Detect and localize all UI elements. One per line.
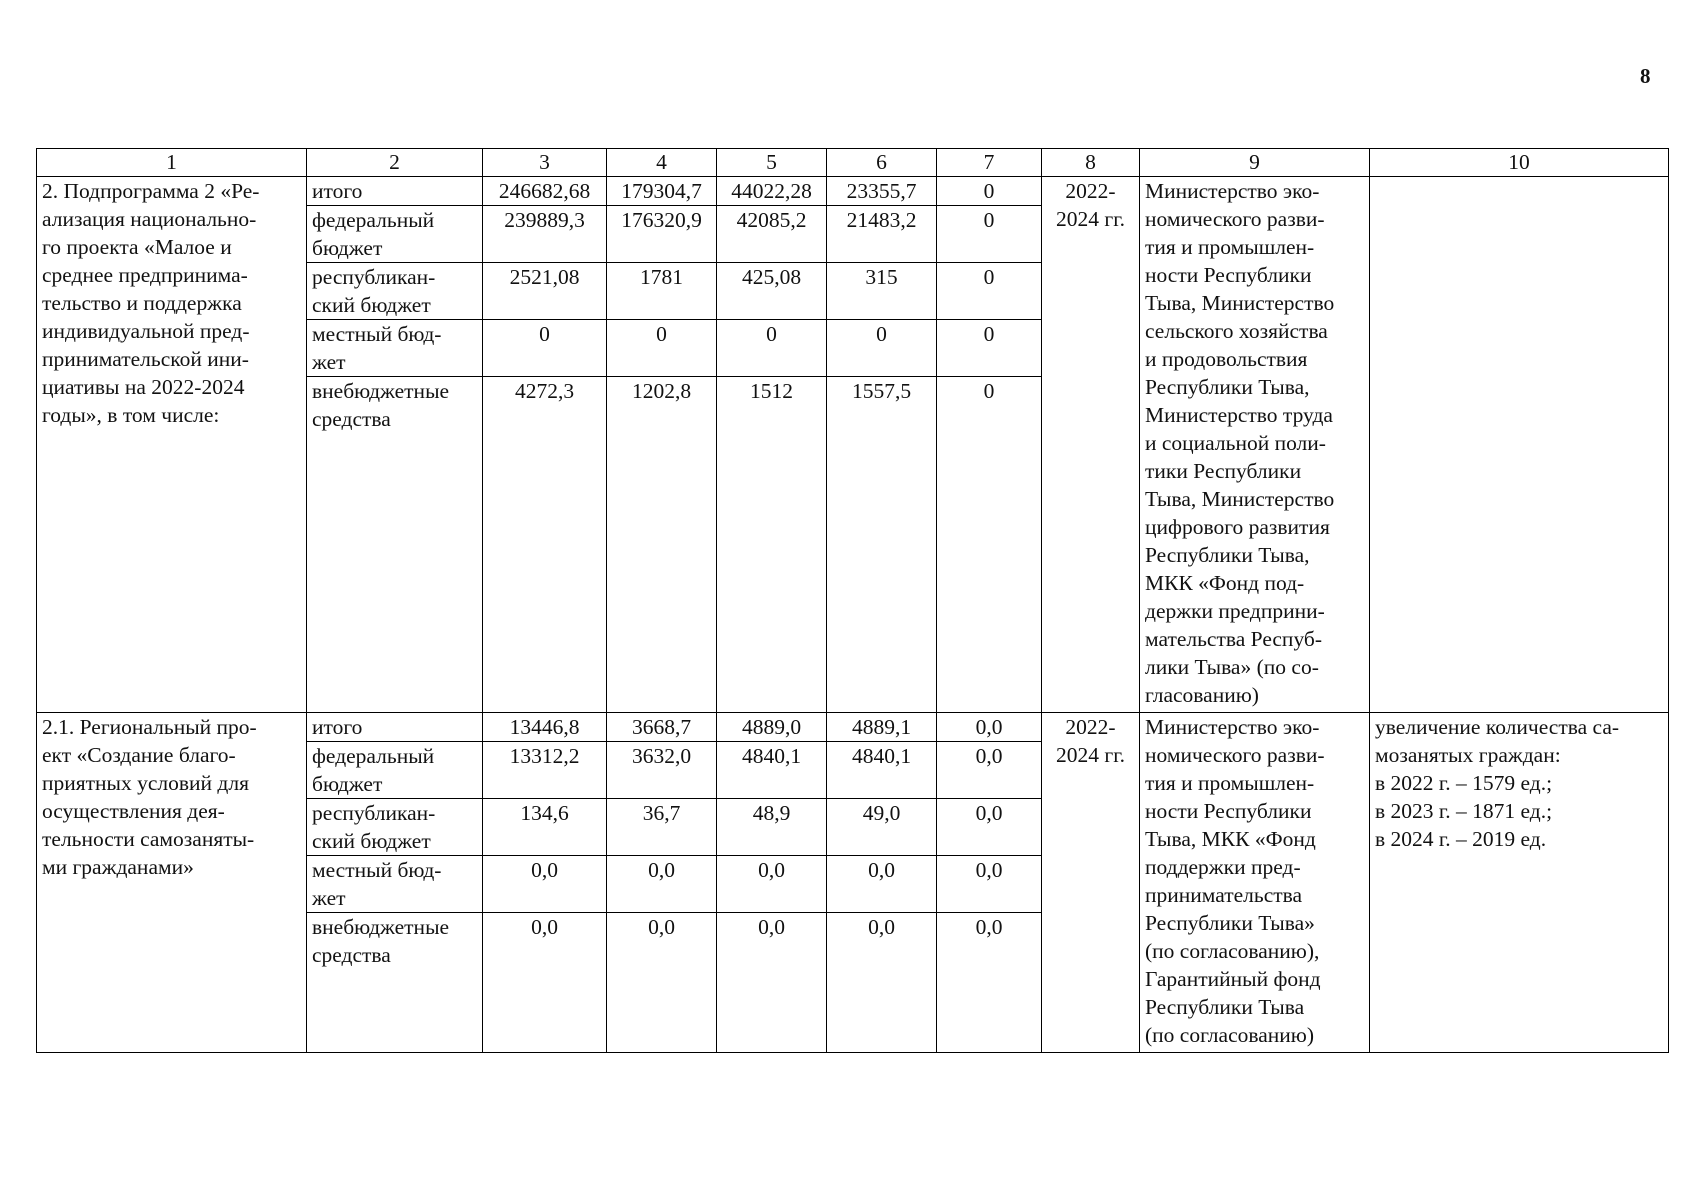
column-7-cell: 0,0 — [937, 913, 1042, 1053]
funding-source-cell: федеральный бюджет — [307, 206, 483, 263]
year-2022-cell: 179304,7 — [607, 177, 717, 206]
funding-source-cell: итого — [307, 177, 483, 206]
year-2023-cell: 0,0 — [717, 913, 827, 1053]
total-cell: 2521,08 — [483, 263, 607, 320]
year-2024-cell: 315 — [827, 263, 937, 320]
total-cell: 13312,2 — [483, 742, 607, 799]
year-2022-cell: 3668,7 — [607, 713, 717, 742]
term-cell: 2022- 2024 гг. — [1042, 177, 1140, 713]
year-2023-cell: 44022,28 — [717, 177, 827, 206]
year-2023-cell: 4840,1 — [717, 742, 827, 799]
total-cell: 0,0 — [483, 856, 607, 913]
year-2024-cell: 4889,1 — [827, 713, 937, 742]
column-header: 3 — [483, 149, 607, 177]
year-2024-cell: 4840,1 — [827, 742, 937, 799]
year-2022-cell: 1781 — [607, 263, 717, 320]
funding-source-cell: внебюджетные средства — [307, 913, 483, 1053]
year-2024-cell: 1557,5 — [827, 377, 937, 713]
funding-source-cell: республикан- ский бюджет — [307, 799, 483, 856]
table-row — [37, 177, 1669, 206]
executors-cell: Министерство эко- номического разви- тия и промышлен- ности Республики Тыва, Министерство сельского хозяйства и продовольствия Республики Тыва, Министерство труда и социальной поли- тики Республики Тыва, Министерство цифрового развития Республики Тыва, МКК «Фонд под- держки предприни- мательства Респуб- лики Тыва» (по со- гласованию) — [1140, 177, 1370, 713]
executors-cell: Министерство эко- номического разви- тия и промышлен- ности Республики Тыва, МКК «Фонд поддержки пред- принимательства Республики Тыва» (по согласованию), Гарантийный фонд Республики Тыва (по согласованию) — [1140, 713, 1370, 1053]
year-2023-cell: 42085,2 — [717, 206, 827, 263]
result-cell — [1370, 177, 1669, 713]
funding-source-cell: местный бюд- жет — [307, 856, 483, 913]
year-2022-cell: 1202,8 — [607, 377, 717, 713]
total-cell: 239889,3 — [483, 206, 607, 263]
column-header: 9 — [1140, 149, 1370, 177]
year-2023-cell: 425,08 — [717, 263, 827, 320]
column-header: 1 — [37, 149, 307, 177]
table-row — [37, 713, 1669, 742]
total-cell: 246682,68 — [483, 177, 607, 206]
year-2023-cell: 0 — [717, 320, 827, 377]
term-cell: 2022- 2024 гг. — [1042, 713, 1140, 1053]
year-2022-cell: 0,0 — [607, 856, 717, 913]
column-7-cell: 0 — [937, 177, 1042, 206]
total-cell: 0,0 — [483, 913, 607, 1053]
column-7-cell: 0 — [937, 206, 1042, 263]
total-cell: 4272,3 — [483, 377, 607, 713]
funding-source-cell: республикан- ский бюджет — [307, 263, 483, 320]
result-cell: увеличение количества са- мозанятых граждан: в 2022 г. – 1579 ед.; в 2023 г. – 1871 ед.; в 2024 г. – 2019 ед. — [1370, 713, 1669, 1053]
budget-table — [36, 148, 1669, 1053]
funding-source-cell: внебюджетные средства — [307, 377, 483, 713]
year-2024-cell: 23355,7 — [827, 177, 937, 206]
column-7-cell: 0,0 — [937, 742, 1042, 799]
column-7-cell: 0 — [937, 377, 1042, 713]
program-name-cell: 2.1. Региональный про- ект «Создание благо- приятных условий для осуществления дея- тельности самозаняты- ми гражданами» — [37, 713, 307, 1053]
column-header: 4 — [607, 149, 717, 177]
column-header: 10 — [1370, 149, 1669, 177]
column-7-cell: 0 — [937, 263, 1042, 320]
year-2022-cell: 36,7 — [607, 799, 717, 856]
column-7-cell: 0,0 — [937, 713, 1042, 742]
table-header-row — [37, 149, 1669, 177]
page-number: 8 — [1640, 64, 1651, 88]
year-2023-cell: 48,9 — [717, 799, 827, 856]
year-2024-cell: 49,0 — [827, 799, 937, 856]
column-header: 6 — [827, 149, 937, 177]
column-7-cell: 0,0 — [937, 799, 1042, 856]
total-cell: 13446,8 — [483, 713, 607, 742]
year-2022-cell: 3632,0 — [607, 742, 717, 799]
column-header: 7 — [937, 149, 1042, 177]
column-header: 2 — [307, 149, 483, 177]
funding-source-cell: местный бюд- жет — [307, 320, 483, 377]
year-2022-cell: 176320,9 — [607, 206, 717, 263]
year-2024-cell: 21483,2 — [827, 206, 937, 263]
funding-source-cell: федеральный бюджет — [307, 742, 483, 799]
year-2023-cell: 4889,0 — [717, 713, 827, 742]
year-2024-cell: 0,0 — [827, 856, 937, 913]
year-2024-cell: 0,0 — [827, 913, 937, 1053]
year-2024-cell: 0 — [827, 320, 937, 377]
column-7-cell: 0 — [937, 320, 1042, 377]
column-header: 5 — [717, 149, 827, 177]
total-cell: 0 — [483, 320, 607, 377]
program-name-cell: 2. Подпрограмма 2 «Ре- ализация национально- го проекта «Малое и среднее предпринима- тельство и поддержка индивидуальной пред- принимательской ини- циативы на 2022-2024 годы», в том числе: — [37, 177, 307, 713]
column-header: 8 — [1042, 149, 1140, 177]
funding-source-cell: итого — [307, 713, 483, 742]
column-7-cell: 0,0 — [937, 856, 1042, 913]
year-2023-cell: 1512 — [717, 377, 827, 713]
year-2022-cell: 0 — [607, 320, 717, 377]
year-2023-cell: 0,0 — [717, 856, 827, 913]
year-2022-cell: 0,0 — [607, 913, 717, 1053]
total-cell: 134,6 — [483, 799, 607, 856]
